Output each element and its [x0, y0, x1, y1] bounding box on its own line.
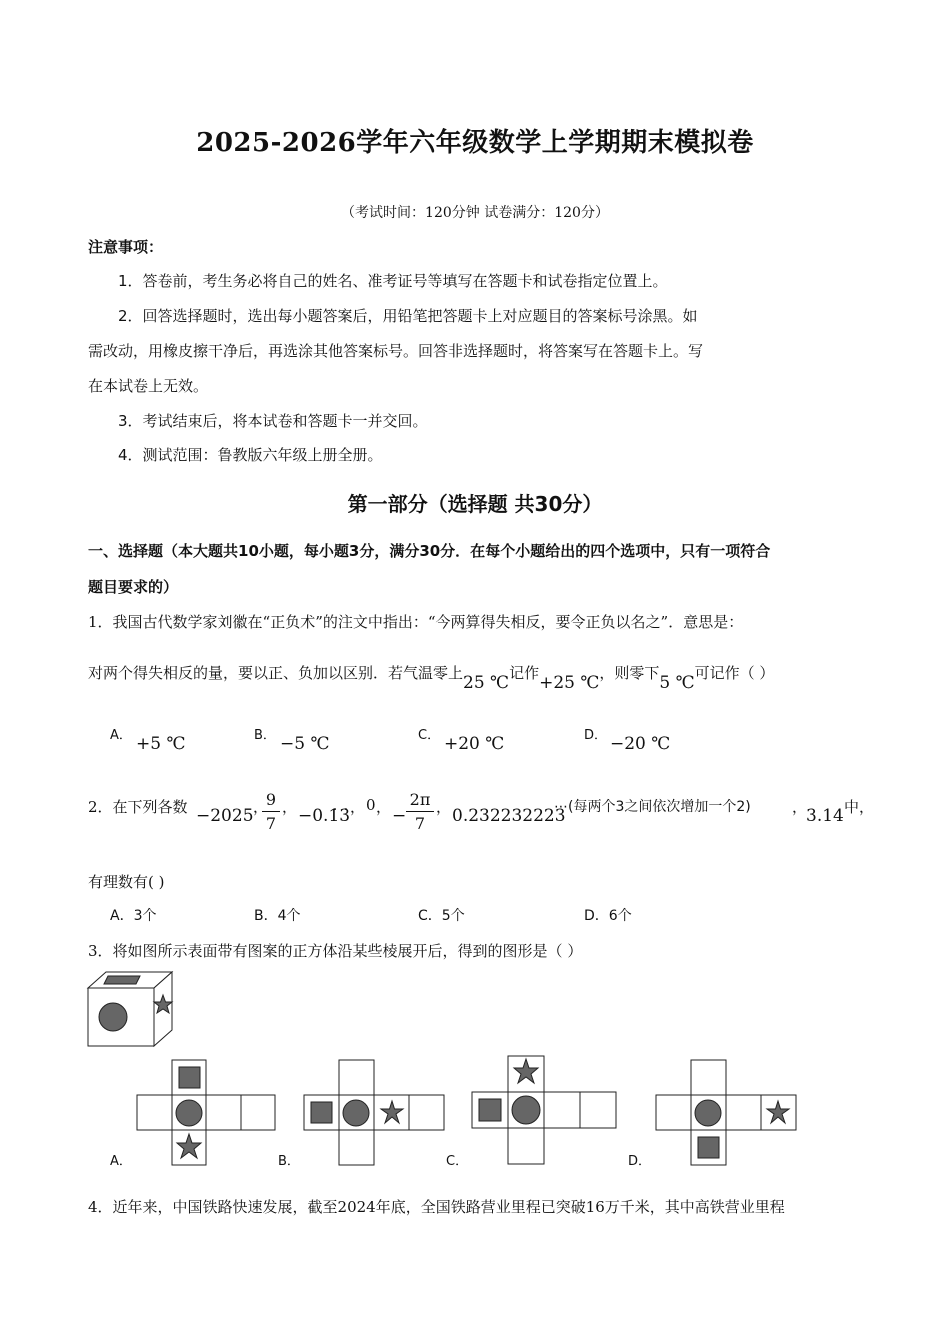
q3-option-a-label[interactable]: A． — [110, 1154, 132, 1169]
square-icon — [698, 1137, 719, 1158]
part1-heading-line2: 题目要求的） — [88, 578, 179, 596]
q3-net-c[interactable] — [470, 1054, 618, 1166]
q2-prefix: 2．在下列各数 — [88, 798, 188, 816]
q2-option-d[interactable] — [584, 905, 632, 925]
star-icon — [177, 1134, 201, 1158]
q1-option-a-value[interactable]: +5 ℃ — [136, 734, 186, 754]
q2-option-a-value: 3个 — [133, 908, 157, 924]
square-icon — [104, 976, 140, 984]
q3-text: 3．将如图所示表面带有图案的正方体沿某些棱展开后，得到的图形是（ ） — [88, 942, 583, 960]
q2-option-b[interactable] — [254, 905, 301, 925]
fraction-bar — [262, 811, 280, 812]
q2-fraction-2-numerator: 2π — [409, 790, 431, 809]
q3-net-a[interactable] — [136, 1058, 276, 1168]
q2-number-3: −0.1̇3̇ — [298, 806, 351, 826]
q1-temp-above: 25 ℃ — [463, 673, 510, 693]
q2-number-6-note: ⋯(每两个3之间依次增加一个2) — [554, 799, 751, 815]
q2-suffix: 中， — [844, 798, 875, 816]
note-item-3: 3．考试结束后，将本试卷和答题卡一并交回。 — [118, 412, 428, 430]
note-item-2-line3: 在本试卷上无效。 — [88, 377, 209, 395]
q2-number-1: −2025 — [196, 806, 254, 826]
q2-option-a-label: A． — [110, 908, 134, 924]
q1-text-b: 记作 — [509, 664, 540, 682]
page-title: 2025-2026学年六年级数学上学期期末模拟卷 — [196, 128, 754, 158]
q4-text: 4．近年来，中国铁路快速发展，截至2024年底，全国铁路营业里程已突破16万千米，其中高铁营业里程 — [88, 1198, 785, 1216]
q1-option-c-value[interactable]: +20 ℃ — [444, 734, 505, 754]
separator: ， — [253, 798, 269, 816]
q1-temp-below: 5 ℃ — [659, 673, 695, 693]
q1-text-a: 对两个得失相反的量，要以正、负加以区别．若气温零上 — [88, 664, 464, 682]
q1-text-d: 可记作（ ） — [694, 664, 775, 682]
q1-line1: 1．我国古代数学家刘徽在“正负术”的注文中指出：“今两算得失相反，要令正负以名之”．意思是： — [88, 613, 744, 631]
q2-number-6: 0.232232223 — [452, 806, 566, 826]
q3-option-d-label[interactable]: D． — [628, 1154, 652, 1169]
note-item-2-line2: 需改动，用橡皮擦干净后，再选涂其他答案标号。回答非选择题时，将答案写在答题卡上。写 — [88, 342, 704, 360]
star-icon — [767, 1101, 789, 1123]
q2-option-d-value: 6个 — [608, 908, 632, 924]
circle-icon — [99, 1003, 127, 1031]
q1-option-c-label[interactable]: C． — [418, 728, 441, 743]
q2-number-7: 3.14 — [806, 806, 844, 826]
q3-net-b[interactable] — [302, 1058, 447, 1168]
q2-line2: 有理数有( ) — [88, 873, 165, 891]
note-item-2-line1: 2．回答选择题时，选出每小题答案后，用铅笔把答题卡上对应题目的答案标号涂黑。如 — [118, 307, 698, 325]
q3-option-c-label[interactable]: C． — [446, 1154, 469, 1169]
q2-fraction-2-denominator: 7 — [414, 814, 426, 833]
separator: ， — [436, 798, 452, 816]
q1-option-d-value[interactable]: −20 ℃ — [610, 734, 671, 754]
note-item-4: 4．测试范围：鲁教版六年级上册全册。 — [118, 446, 383, 464]
q1-option-b-value[interactable]: −5 ℃ — [280, 734, 330, 754]
circle-icon — [512, 1096, 540, 1124]
q1-option-a-label[interactable]: A． — [110, 728, 132, 743]
q2-option-b-label: B． — [254, 908, 278, 924]
circle-icon — [695, 1100, 721, 1126]
square-icon — [179, 1067, 200, 1088]
q2-fraction-2-sign: − — [392, 806, 407, 826]
section-title: 第一部分（选择题 共30分） — [347, 492, 603, 516]
q1-text-c: ，则零下 — [599, 664, 660, 682]
star-icon — [514, 1059, 538, 1083]
q2-fraction-1-numerator: 9 — [265, 790, 277, 809]
q1-line2 — [88, 662, 775, 693]
fraction-bar — [406, 811, 434, 812]
q2-fraction-1 — [262, 790, 280, 833]
q2-option-b-value: 4个 — [277, 908, 301, 924]
q3-net-d[interactable] — [654, 1058, 799, 1168]
q2-option-d-label: D． — [584, 908, 609, 924]
separator: ， — [376, 798, 392, 816]
q2-number-4: 0 — [366, 796, 376, 814]
exam-info: （考试时间：120分钟 试卷满分：120分） — [341, 205, 609, 221]
star-icon — [381, 1101, 403, 1123]
circle-icon — [176, 1100, 202, 1126]
separator: ， — [350, 798, 366, 816]
square-icon — [479, 1099, 501, 1121]
separator: ， — [792, 798, 808, 816]
q2-fraction-1-denominator: 7 — [265, 814, 277, 833]
part1-heading-line1: 一、选择题（本大题共10小题，每小题3分，满分30分．在每个小题给出的四个选项中，只有一项符合 — [88, 542, 771, 560]
q2-option-c-value: 5个 — [441, 908, 465, 924]
circle-icon — [343, 1100, 369, 1126]
square-icon — [311, 1102, 332, 1123]
q1-option-d-label[interactable]: D． — [584, 728, 608, 743]
q2-option-a[interactable] — [110, 905, 157, 925]
q2-option-c-label: C． — [418, 908, 442, 924]
q3-cube-figure — [86, 970, 182, 1050]
q3-option-b-label[interactable]: B． — [278, 1154, 300, 1169]
separator: ， — [282, 798, 298, 816]
q2-fraction-2 — [406, 790, 434, 833]
note-item-1: 1．答卷前，考生务必将自己的姓名、准考证号等填写在答题卡和试卷指定位置上。 — [118, 272, 668, 290]
q2-option-c[interactable] — [418, 905, 465, 925]
notes-heading: 注意事项： — [88, 238, 164, 256]
q1-option-b-label[interactable]: B． — [254, 728, 276, 743]
q1-temp-recorded: +25 ℃ — [539, 673, 600, 693]
